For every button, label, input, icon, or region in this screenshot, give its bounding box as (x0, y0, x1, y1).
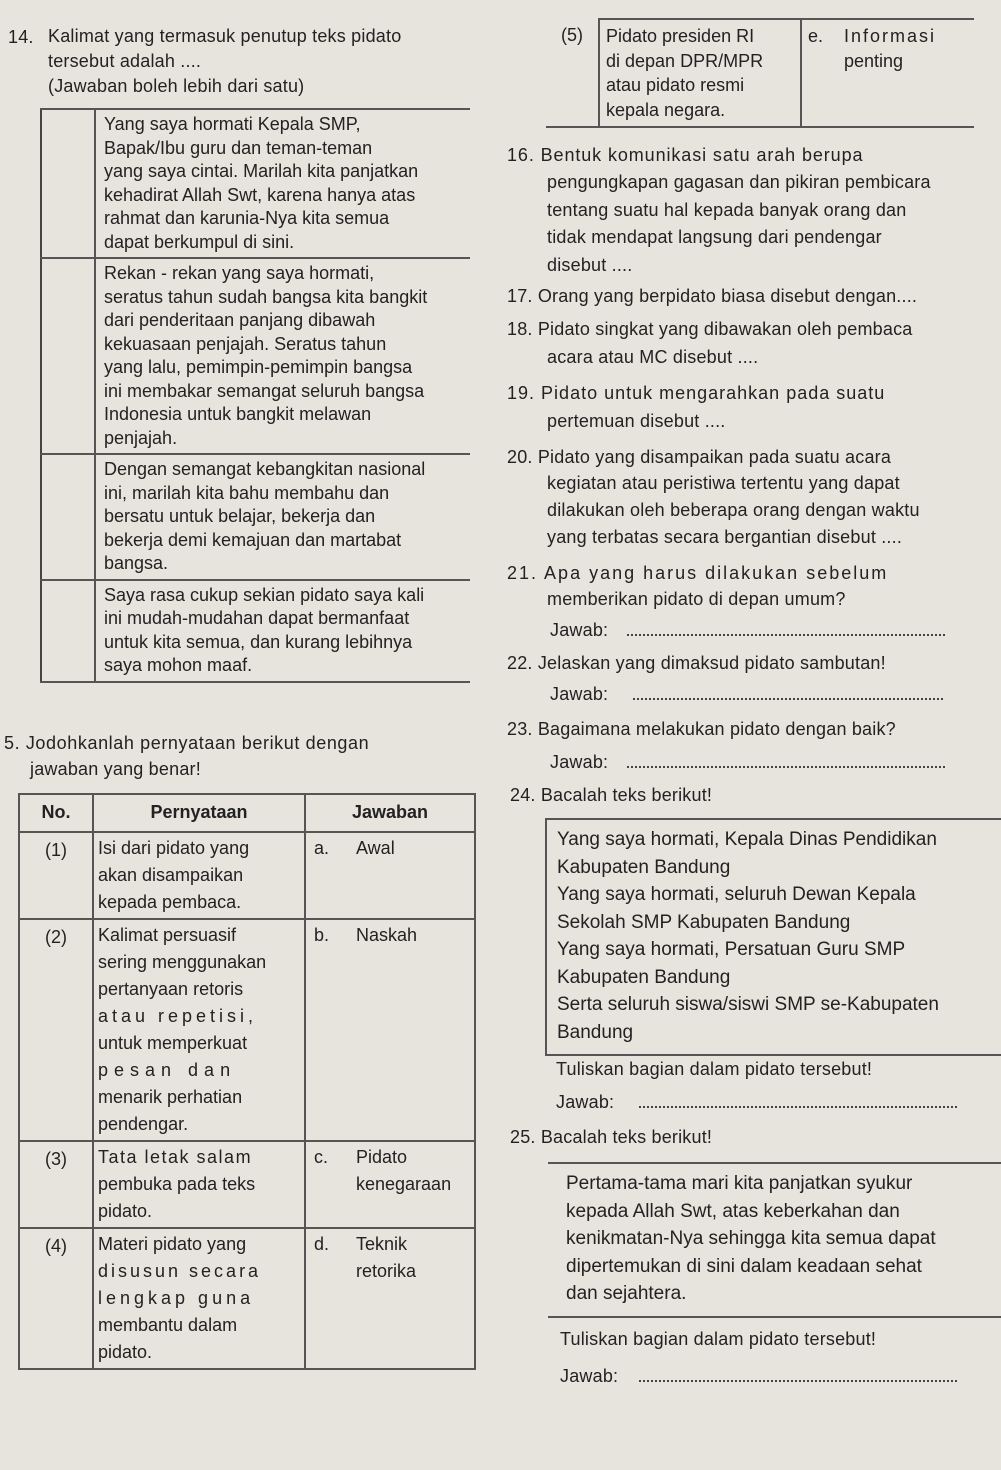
q20-line: yang terbatas secara bergantian disebut .... (547, 527, 903, 547)
option-line: kehadirat Allah Swt, karena hanya atas (104, 184, 416, 205)
statement-line: atau repetisi, (98, 1006, 258, 1026)
row-statement (93, 1228, 305, 1369)
statement-line: akan disampaikan (98, 865, 244, 885)
answer-line-dots[interactable] (639, 1362, 957, 1382)
option-line: Rekan - rekan yang saya hormati, (104, 263, 375, 283)
header-statement: Pernyataan (93, 794, 305, 832)
answer-line-dots[interactable] (639, 1088, 957, 1108)
q17-line: Orang yang berpidato biasa disebut dengan.... (537, 286, 918, 306)
q16-line: tentang suatu hal kepada banyak orang dan (547, 199, 907, 220)
q19-number: 19. (507, 383, 536, 403)
q16-body (547, 169, 931, 279)
box-line: Yang saya hormati, Persatuan Guru SMP (557, 939, 906, 960)
answer-letter: c. (314, 1147, 329, 1167)
q17-question (507, 283, 917, 310)
option-line: dari penderitaan panjang dibawah (104, 310, 376, 330)
q21-answer[interactable] (550, 616, 945, 644)
q14-option-text (95, 258, 470, 454)
row-number: (1) (19, 832, 93, 919)
answer-line: penting (844, 50, 904, 71)
answer-line: Informasi (844, 26, 937, 46)
row-statement (93, 1141, 305, 1228)
option-line: ini membakar semangat seluruh bangsa (104, 380, 425, 401)
jawab-label: Jawab: (550, 620, 609, 640)
q16-line: pengungkapan gagasan dan pikiran pembicara (547, 172, 931, 192)
statement-line: disusun secara (98, 1261, 262, 1281)
q20-line: kegiatan atau peristiwa tertentu yang dapat (547, 473, 900, 493)
statement-line: sering menggunakan (98, 952, 267, 972)
statement-line: pidato. (98, 1342, 153, 1362)
option-line: yang lalu, pemimpin-pemimpin bangsa (104, 357, 413, 377)
statement-line: lengkap guna (98, 1288, 255, 1308)
jawab-label: Jawab: (560, 1366, 619, 1386)
statement-line: menarik perhatian (98, 1087, 243, 1107)
table-row (19, 1141, 475, 1228)
option-line: Dengan semangat kebangkitan nasional (104, 459, 426, 479)
jawab-label: Jawab: (556, 1092, 615, 1112)
statement-line: di depan DPR/MPR (606, 50, 764, 71)
answer-letter: b. (314, 925, 330, 945)
box-line: Kabupaten Bandung (557, 966, 731, 988)
box-line: dipertemukan di sini dalam keadaan sehat (566, 1255, 922, 1277)
answer-line-dots[interactable] (633, 680, 943, 700)
q20-question (507, 444, 891, 471)
matching-table-continuation (546, 18, 974, 128)
q25-text-box (548, 1162, 1001, 1318)
option-line: untuk kita semua, dan kurang lebihnya (104, 631, 413, 652)
q24-text-box (545, 818, 1001, 1056)
q17-number: 17. (507, 286, 533, 306)
q25-task: Tuliskan bagian dalam pidato tersebut! (560, 1329, 877, 1349)
answer-line: kenegaraan (356, 1174, 452, 1194)
box-line: Kabupaten Bandung (557, 856, 731, 878)
box-line: Serta seluruh siswa/siswi SMP se-Kabupaten (557, 994, 939, 1015)
answer-line-dots[interactable] (627, 748, 945, 768)
row-answer (305, 919, 475, 1141)
box-line: dan sejahtera. (566, 1283, 687, 1304)
row-answer (305, 832, 475, 919)
q21-line: memberikan pidato di depan umum? (547, 589, 846, 609)
row-answer (305, 1141, 475, 1228)
table-row (19, 832, 475, 919)
header-no: No. (19, 794, 93, 832)
answer-line-dots[interactable] (627, 616, 945, 636)
statement-line: Isi dari pidato yang (98, 838, 250, 858)
statement-line: pembuka pada teks (98, 1174, 256, 1194)
q16-number: 16. (507, 145, 535, 165)
statement-line: Pidato presiden RI (606, 26, 755, 46)
q24-number: 24. (510, 785, 536, 805)
row-number: (4) (19, 1228, 93, 1369)
q24-answer[interactable] (556, 1088, 957, 1116)
q23-number: 23. (507, 719, 533, 739)
option-line: bekerja demi kemajuan dan martabat (104, 529, 402, 550)
jawab-label: Jawab: (550, 752, 609, 772)
answer-line: Awal (356, 838, 395, 858)
option-line: bangsa. (104, 553, 169, 573)
answer-line: Naskah (356, 925, 418, 945)
q23-question (507, 716, 896, 743)
statement-line: Tata letak salam (98, 1147, 253, 1167)
q16-line: disebut .... (547, 254, 633, 275)
q14-line: tersebut adalah .... (48, 51, 202, 71)
table-row (19, 1228, 475, 1369)
box-line: Yang saya hormati, Kepala Dinas Pendidikan (557, 829, 937, 850)
q25-intro: Bacalah teks berikut! (540, 1127, 713, 1147)
q16-question (507, 142, 863, 169)
statement-line: pesan dan (98, 1060, 237, 1080)
statement-line: pendengar. (98, 1114, 189, 1134)
q14-line: (Jawaban boleh lebih dari satu) (48, 76, 305, 96)
option-line: Saya rasa cukup sekian pidato saya kali (104, 584, 425, 605)
q25-question (510, 1124, 712, 1151)
q14-option-checkbox[interactable] (41, 109, 95, 258)
answer-line: Pidato (356, 1147, 408, 1167)
option-line: bersatu untuk belajar, bekerja dan (104, 506, 376, 526)
row-statement (93, 919, 305, 1141)
option-line: seratus tahun sudah bangsa kita bangkit (104, 286, 428, 307)
q14-line: Kalimat yang termasuk penutup teks pidato (48, 26, 402, 46)
row-answer (801, 19, 974, 127)
row-number: (3) (19, 1141, 93, 1228)
q18-question (507, 316, 912, 343)
q14-option-row[interactable] (41, 454, 470, 580)
q14-option-row[interactable] (41, 258, 470, 454)
option-line: rahmat dan karunia-Nya kita semua (104, 208, 390, 228)
answer-letter: a. (314, 838, 330, 858)
row-number: (2) (19, 919, 93, 1141)
q25-answer[interactable] (560, 1362, 957, 1390)
q20-body (547, 470, 920, 551)
answer-letter: d. (314, 1234, 330, 1254)
box-line: Sekolah SMP Kabupaten Bandung (557, 911, 851, 933)
q14-option-text (95, 454, 470, 580)
q14-number: 14. (8, 27, 34, 47)
matching-table (18, 793, 476, 1370)
statement-line: Materi pidato yang (98, 1234, 247, 1254)
q19-line: Pidato untuk mengarahkan pada suatu (541, 383, 886, 403)
answer-letter: e. (808, 26, 824, 46)
statement-line: membantu dalam (98, 1315, 238, 1335)
q22-number: 22. (507, 653, 533, 673)
q23-answer[interactable] (550, 748, 945, 776)
row-number: (5) (546, 19, 599, 127)
option-line: kekuasaan penjajah. Seratus tahun (104, 333, 387, 354)
q14-option-row[interactable] (41, 580, 470, 682)
q24-question (510, 782, 712, 809)
statement-line: Kalimat persuasif (98, 925, 237, 945)
header-answer: Jawaban (305, 794, 475, 832)
statement-line: untuk memperkuat (98, 1033, 248, 1053)
option-line: Yang saya hormati Kepala SMP, (104, 114, 361, 134)
q22-answer[interactable] (550, 680, 943, 708)
q21-number: 21. (507, 563, 539, 583)
statement-line: pidato. (98, 1201, 153, 1221)
option-line: yang saya cintai. Marilah kita panjatkan (104, 161, 419, 181)
q19-line: pertemuan disebut .... (547, 411, 726, 431)
q14-options-table (40, 108, 470, 683)
q18-number: 18. (507, 319, 533, 339)
q14-option-text (95, 109, 470, 258)
q24-task: Tuliskan bagian dalam pidato tersebut! (556, 1059, 873, 1079)
answer-line: retorika (356, 1261, 417, 1281)
box-line: Yang saya hormati, seluruh Dewan Kepala (557, 884, 916, 905)
q20-line: Pidato yang disampaikan pada suatu acara (537, 447, 892, 467)
box-line: kepada Allah Swt, atas keberkahan dan (566, 1200, 900, 1222)
q25-number: 25. (510, 1127, 536, 1147)
option-line: ini, marilah kita bahu membahu dan (104, 482, 390, 503)
q14-option-checkbox[interactable] (41, 454, 95, 580)
option-line: ini mudah-mudahan dapat bermanfaat (104, 608, 410, 628)
q18-line: Pidato singkat yang dibawakan oleh pembaca (537, 319, 913, 339)
q23-line: Bagaimana melakukan pidato dengan baik? (537, 719, 896, 739)
row-statement (93, 832, 305, 919)
option-line: Indonesia untuk bangkit melawan (104, 404, 372, 424)
q15-line: 5. Jodohkanlah pernyataan berikut dengan (4, 733, 370, 753)
q14-option-text (95, 580, 470, 682)
option-line: penjajah. (104, 427, 178, 448)
q22-question (507, 650, 886, 677)
q14-option-checkbox[interactable] (41, 258, 95, 454)
q14-option-checkbox[interactable] (41, 580, 95, 682)
table-row (19, 919, 475, 1141)
q14-option-row[interactable] (41, 109, 470, 258)
row-answer (305, 1228, 475, 1369)
box-line: Pertama-tama mari kita panjatkan syukur (566, 1173, 913, 1194)
q21-line: Apa yang harus dilakukan sebelum (544, 563, 889, 583)
option-line: Bapak/Ibu guru dan teman-teman (104, 137, 373, 158)
answer-line: Teknik (356, 1234, 408, 1254)
q24-intro: Bacalah teks berikut! (540, 785, 713, 805)
jawab-label: Jawab: (550, 684, 609, 704)
q21-question (507, 560, 888, 587)
box-line: kenikmatan-Nya sehingga kita semua dapat (566, 1228, 936, 1249)
option-line: saya mohon maaf. (104, 655, 253, 675)
q19-question (507, 380, 885, 407)
q20-line: dilakukan oleh beberapa orang dengan waktu (547, 500, 920, 520)
statement-line: atau pidato resmi (606, 75, 745, 95)
statement-line: kepala negara. (606, 99, 726, 120)
statement-line: kepada pembaca. (98, 892, 242, 912)
q18-line: acara atau MC disebut .... (547, 347, 759, 367)
row-statement (599, 19, 801, 127)
q16-line: tidak mendapat langsung dari pendengar (547, 227, 882, 247)
q16-line: Bentuk komunikasi satu arah berupa (540, 145, 864, 165)
q14-prompt (48, 24, 488, 99)
q15-line: jawaban yang benar! (30, 759, 201, 779)
statement-line: pertanyaan retoris (98, 979, 244, 999)
q22-line: Jelaskan yang dimaksud pidato sambutan! (537, 653, 886, 673)
option-line: dapat berkumpul di sini. (104, 231, 295, 252)
q20-number: 20. (507, 447, 533, 467)
box-line: Bandung (557, 1021, 634, 1043)
